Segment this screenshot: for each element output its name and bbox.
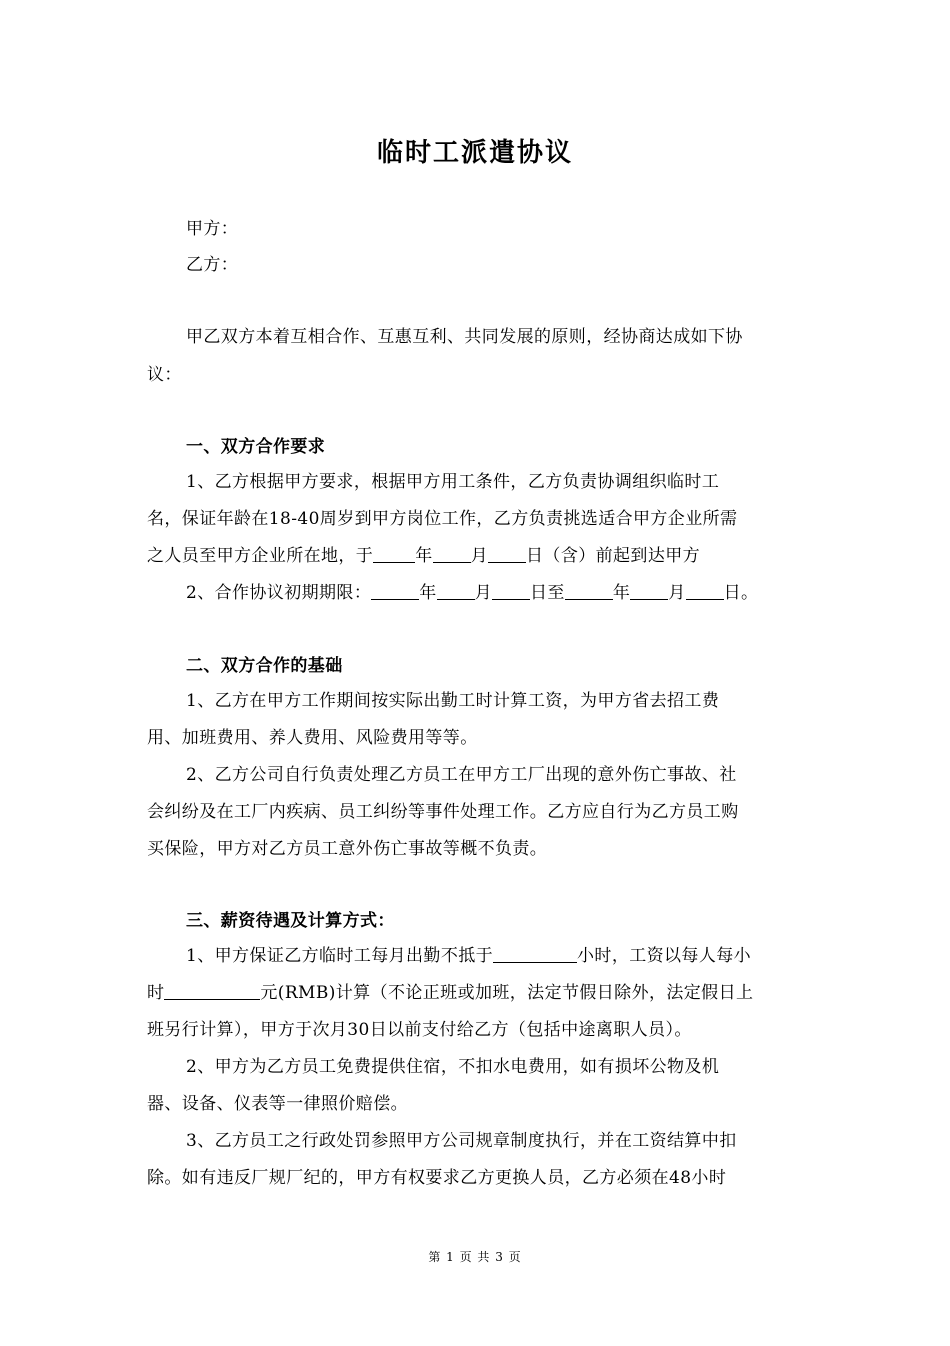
blank-month[interactable] (433, 545, 471, 563)
sec1-p2-line (186, 582, 846, 604)
sec1-p1-line-3 (147, 545, 807, 567)
text: 月 (668, 583, 686, 603)
blank-end-day[interactable] (686, 582, 724, 600)
blank-hourly-wage[interactable] (164, 982, 260, 1000)
blank-start-day[interactable] (492, 582, 530, 600)
blank-start-year[interactable] (371, 582, 419, 600)
text: 1、甲方保证乙方临时工每月出勤不抵于 (186, 946, 494, 966)
section-3-heading: 三、薪资待遇及计算方式： (186, 911, 395, 931)
sec3-p3-line-1: 3、乙方员工之行政处罚参照甲方公司规章制度执行，并在工资结算中扣 (186, 1131, 737, 1151)
intro-line-1: 甲乙双方本着互相合作、互惠互利、共同发展的原则，经协商达成如下协 (186, 327, 743, 347)
sec3-p1-line-3: 班另行计算），甲方于次月30日以前支付给乙方（包括中途离职人员）。 (147, 1020, 692, 1040)
text: 年 (612, 583, 631, 603)
sec2-p1-line-2: 用、加班费用、养人费用、风险费用等等。 (147, 728, 478, 748)
text: 日（含）前起到达甲方 (526, 546, 701, 566)
blank-end-month[interactable] (630, 582, 668, 600)
blank-year[interactable] (373, 545, 415, 563)
sec3-p1-line-2 (147, 982, 807, 1004)
blank-end-year[interactable] (565, 582, 613, 600)
blank-day[interactable] (488, 545, 526, 563)
section-2-heading: 二、双方合作的基础 (186, 656, 343, 676)
text: 年 (419, 583, 437, 603)
text: 日。 (723, 583, 759, 603)
text: 时 (147, 983, 165, 1003)
sec2-p1-line-1: 1、乙方在甲方工作期间按实际出勤工时计算工资，为甲方省去招工费 (186, 691, 720, 711)
sec2-p2-line-1: 2、乙方公司自行负责处理乙方员工在甲方工厂出现的意外伤亡事故、社 (186, 765, 737, 785)
blank-hours[interactable] (493, 945, 577, 963)
text: 元(RMB)计算（不论正班或加班，法定节假日除外，法定假日上 (260, 983, 754, 1003)
page-footer: 第 1 页 共 3 页 (428, 1250, 522, 1264)
sec1-p1-line-1: 1、乙方根据甲方要求，根据甲方用工条件，乙方负责协调组织临时工 (186, 472, 720, 492)
text: 日至 (530, 583, 565, 603)
sec2-p2-line-3: 买保险，甲方对乙方员工意外伤亡事故等概不负责。 (147, 839, 548, 859)
document-title: 临时工派遣协议 (376, 138, 573, 168)
sec3-p1-line-1 (186, 945, 846, 967)
text: 月 (474, 583, 493, 603)
intro-line-2: 议： (147, 365, 182, 385)
party-b-label: 乙方： (186, 255, 239, 275)
text: 年 (415, 546, 433, 566)
sec3-p3-line-2: 除。如有违反厂规厂纪的，甲方有权要求乙方更换人员，乙方必须在48小时 (147, 1168, 727, 1188)
sec3-p2-line-2: 器、设备、仪表等一律照价赔偿。 (147, 1094, 408, 1114)
text: 小时，工资以每人每小 (577, 946, 752, 966)
text: 之人员至甲方企业所在地，于 (147, 546, 374, 566)
party-a-label: 甲方： (186, 219, 239, 239)
text: 月 (470, 546, 489, 566)
sec3-p2-line-1: 2、甲方为乙方员工免费提供住宿，不扣水电费用，如有损坏公物及机 (186, 1057, 720, 1077)
sec2-p2-line-2: 会纠纷及在工厂内疾病、员工纠纷等事件处理工作。乙方应自行为乙方员工购 (147, 802, 739, 822)
section-1-heading: 一、双方合作要求 (186, 437, 326, 457)
blank-start-month[interactable] (437, 582, 475, 600)
text: 2、合作协议初期期限： (186, 583, 372, 603)
sec1-p1-line-2: 名，保证年龄在18-40周岁到甲方岗位工作，乙方负责挑选适合甲方企业所需 (147, 509, 738, 529)
